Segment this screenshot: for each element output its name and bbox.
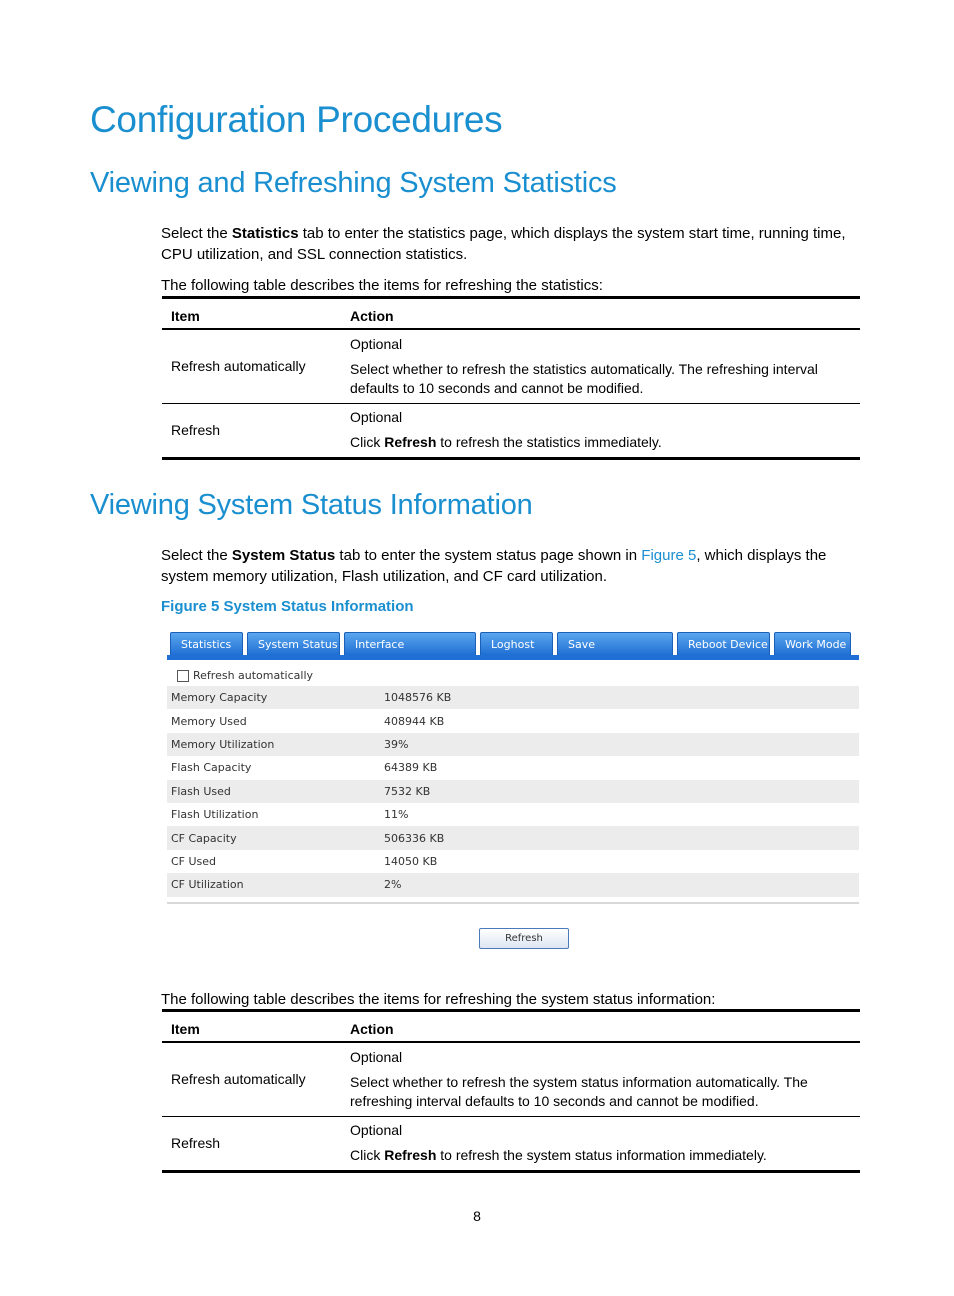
status-label: Memory Capacity [171, 691, 268, 705]
table-cell-item: Refresh [162, 1116, 350, 1171]
figure-caption: Figure 5 System Status Information [161, 598, 414, 615]
system-status-table-intro: The following table describes the items for refreshing the system status information: [161, 991, 716, 1008]
tab-work-mode[interactable]: Work Mode [774, 632, 851, 655]
table-cell-action: Optional Click Refresh to refresh the statistics immediately. [350, 403, 860, 458]
status-list [167, 686, 859, 897]
status-value: 1048576 KB [384, 691, 452, 705]
status-label: Flash Capacity [171, 761, 252, 775]
section-heading-system-status: Viewing System Status Information [90, 489, 533, 521]
tab-loghost[interactable]: Loghost [480, 632, 553, 655]
status-value: 39% [384, 737, 409, 751]
status-value: 506336 KB [384, 831, 445, 845]
page-number: 8 [473, 1208, 481, 1224]
status-label: Memory Used [171, 714, 247, 728]
status-row [167, 756, 859, 779]
status-row [167, 873, 859, 896]
status-value: 64389 KB [384, 761, 438, 775]
status-row [167, 803, 859, 826]
tab-bar [167, 631, 859, 675]
tab-interface-management[interactable]: Interface Management [344, 632, 476, 655]
refresh-automatically-checkbox[interactable] [177, 669, 313, 682]
status-label: Memory Utilization [171, 737, 275, 751]
status-label: CF Utilization [171, 878, 244, 892]
tab-save-configuration[interactable]: Save Configuration [557, 632, 673, 655]
table-header-action: Action [350, 1011, 860, 1043]
statistics-table-intro: The following table describes the items for refreshing the statistics: [161, 277, 603, 294]
tab-system-status[interactable]: System Status [247, 632, 340, 655]
section-heading-statistics: Viewing and Refreshing System Statistics [90, 167, 617, 199]
tab-reboot-device[interactable]: Reboot Device [677, 632, 770, 655]
status-label: CF Capacity [171, 831, 237, 845]
status-row [167, 709, 859, 732]
figure-link[interactable]: Figure 5 [641, 547, 697, 564]
status-row [167, 686, 859, 709]
statistics-table [162, 296, 860, 460]
table-header-item: Item [162, 298, 350, 330]
table-row [162, 403, 860, 458]
tab-underline [167, 655, 859, 660]
divider [167, 902, 859, 904]
status-label: Flash Used [171, 784, 231, 798]
table-cell-action: Optional Click Refresh to refresh the system status information immediately. [350, 1116, 860, 1171]
status-row [167, 733, 859, 756]
tab-statistics[interactable]: Statistics [170, 632, 243, 655]
system-status-screenshot [167, 631, 859, 951]
table-cell-action: Optional Select whether to refresh the statistics automatically. The refreshing interval defaults to 10 seconds and cannot be modified. [350, 329, 860, 403]
status-row [167, 780, 859, 803]
table-cell-item: Refresh automatically [162, 1042, 350, 1116]
system-status-paragraph: Select the System Status tab to enter the system status page shown in Figure 5, which displays the system memory utilization, Flash utilization, and CF card utilization. [161, 547, 827, 585]
table-cell-action: Optional Select whether to refresh the system status information automatically. The refreshing interval defaults to 10 seconds and cannot be modified. [350, 1042, 860, 1116]
status-value: 11% [384, 808, 409, 822]
status-label: Flash Utilization [171, 808, 259, 822]
status-value: 14050 KB [384, 854, 438, 868]
status-value: 7532 KB [384, 784, 431, 798]
statistics-paragraph: Select the Statistics tab to enter the statistics page, which displays the system start time, running time, CPU utilization, and SSL connection statistics. [161, 225, 846, 263]
page-title: Configuration Procedures [90, 99, 503, 140]
status-row [167, 850, 859, 873]
refresh-button[interactable]: Refresh [479, 928, 569, 949]
table-row [162, 329, 860, 403]
status-row [167, 826, 859, 849]
checkbox-box[interactable] [177, 670, 189, 682]
table-row [162, 1116, 860, 1171]
table-header-action: Action [350, 298, 860, 330]
table-cell-item: Refresh [162, 403, 350, 458]
table-header-item: Item [162, 1011, 350, 1043]
status-label: CF Used [171, 854, 217, 868]
status-value: 2% [384, 878, 402, 892]
table-cell-item: Refresh automatically [162, 329, 350, 403]
system-status-table [162, 1009, 860, 1173]
checkbox-label: Refresh automatically [193, 669, 314, 682]
table-row [162, 1042, 860, 1116]
status-value: 408944 KB [384, 714, 445, 728]
